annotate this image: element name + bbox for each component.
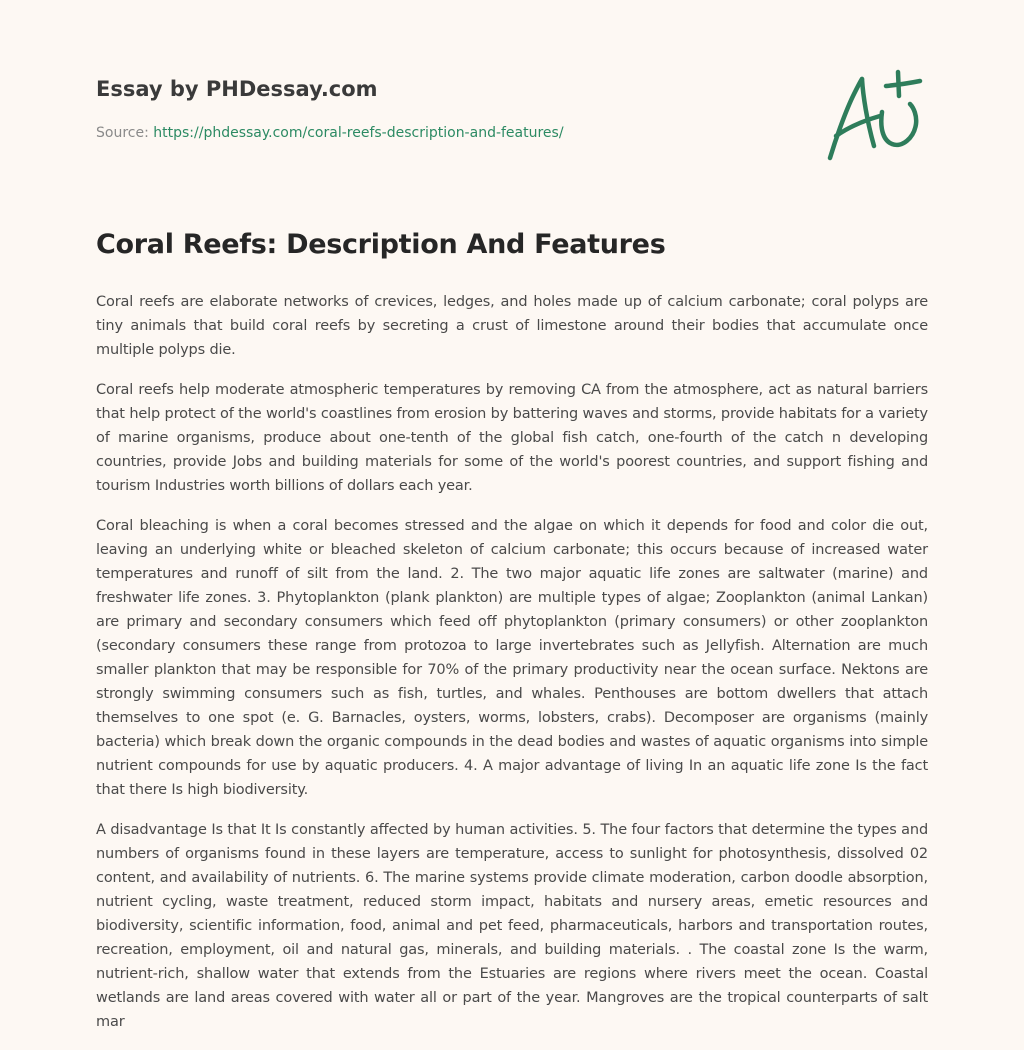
essay-paragraph: Coral bleaching is when a coral becomes stressed and the algae on which it depends for food and color die out, leaving an underlying white or bleached skeleton of calcium carbonate; this occurs because of increased water temperatures and runoff of silt from the land. 2. The two major aquatic life zones are saltwater (marine) and freshwater life zones. 3. Phytoplankton (plank plankton) are multiple types of algae; Zooplankton (animal Lankan) are primary and secondary consumers which feed off phytoplankton (primary consumers) or other zooplankton (secondary consumers these range from protozoa to large invertebrates such as Jellyfish. Alternation are much smaller plankton that may be responsible for 70% of the primary productivity near the ocean surface. Nektons are strongly swimming consumers such as fish, turtles, and whales. Penthouses are bottom dwellers that attach themselves to one spot (e. G. Barnacles, oysters, worms, lobsters, crabs). Decomposer are organisms (mainly bacteria) which break down the organic compounds in the dead bodies and wastes of aquatic organisms into simple nutrient compounds for use by aquatic producers. 4. A major advantage of living In an aquatic life zone Is the fact that there Is high biodiversity.: [96, 518, 928, 798]
site-title: Essay by PHDessay.com: [96, 77, 378, 101]
source-line: [96, 123, 736, 143]
a-plus-logo-icon: [822, 66, 932, 166]
essay-paragraph: Coral reefs help moderate atmospheric temperatures by removing CA from the atmosphere, act as natural barriers that help protect of the world's coastlines from erosion by battering waves and storms, provide habitats for a variety of marine organisms, produce about one-tenth of the global fish catch, one-fourth of the catch n developing countries, provide Jobs and building materials for some of the world's poorest countries, and support fishing and tourism Industries worth billions of dollars each year.: [96, 382, 928, 494]
site-header: [96, 74, 736, 143]
source-link[interactable]: https://phdessay.com/coral-reefs-description-and-features/: [153, 125, 564, 141]
essay-paragraph: Coral reefs are elaborate networks of crevices, ledges, and holes made up of calcium carbonate; coral polyps are tiny animals that build coral reefs by secreting a crust of limestone around their bodies that accumulate once multiple polyps die.: [96, 294, 928, 358]
essay-content: [96, 226, 928, 1050]
essay-paragraph: A disadvantage Is that It Is constantly affected by human activities. 5. The four factors that determine the types and numbers of organisms found in these layers are temperature, access to sunlight for photosynthesis, dissolved 02 content, and availability of nutrients. 6. The marine systems provide climate moderation, carbon doodle absorption, nutrient cycling, waste treatment, reduced storm impact, habitats and nursery areas, emetic resources and biodiversity, scientific information, food, animal and pet feed, pharmaceuticals, harbors and transportation routes, recreation, employment, oil and natural gas, minerals, and building materials. . The coastal zone Is the warm, nutrient-rich, shallow water that extends from the Estuaries are regions where rivers meet the ocean. Coastal wetlands are land areas covered with water all or part of the year. Mangroves are the tropical counterparts of salt mar: [96, 822, 928, 1030]
essay-title: Coral Reefs: Description And Features: [96, 229, 666, 260]
source-label: Source:: [96, 125, 154, 141]
a-plus-logo: [822, 66, 932, 166]
